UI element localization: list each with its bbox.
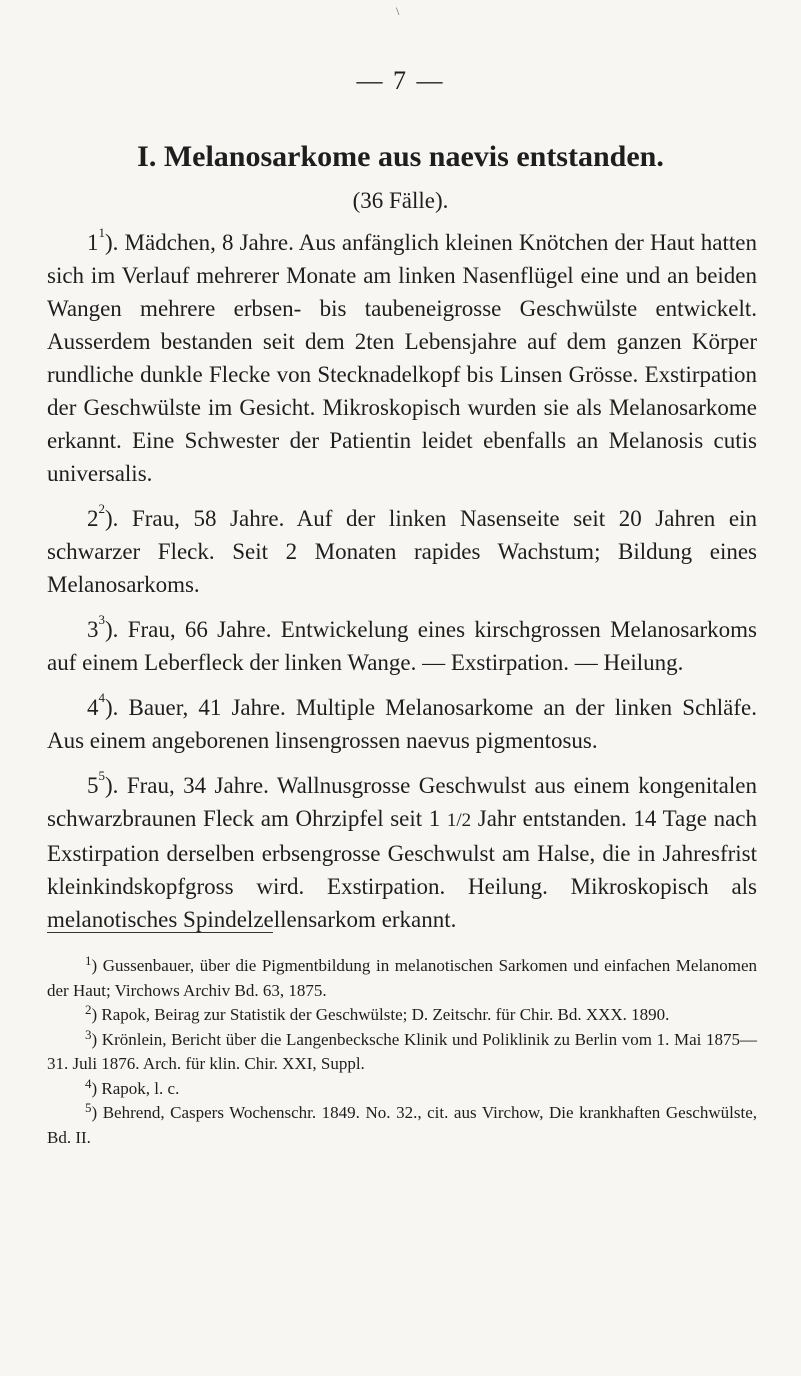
footnote-3 (47, 1028, 757, 1077)
footnote-ref: 5 (98, 768, 105, 783)
case-text: ). Mädchen, 8 Jahre. Aus anfänglich kleinen Knötchen der Haut hatten sich im Verlauf mehrerer Monate am linken Nasenflügel eine und an beiden Wangen mehrere erbsen- bis taubeneigrosse Geschwülste entwickelt. Ausserdem bestanden seit dem 2ten Lebensjahre auf dem ganzen Körper rundliche dunkle Flecke von Stecknadelkopf bis Linsen Grösse. Exstirpation der Geschwülste im Gesicht. Mikroskopisch wurden sie als Melanosarkome erkannt. Eine Schwester der Patientin leidet ebenfalls an Melanosis cutis universalis. (47, 230, 757, 486)
scan-mark: \ (396, 4, 400, 18)
footnote-4 (47, 1077, 757, 1102)
case-text: ). Frau, 58 Jahre. Auf der linken Nasenseite seit 20 Jahren ein schwarzer Fleck. Seit 2 Monaten rapides Wachstum; Bildung eines Melanosarkoms. (47, 506, 757, 597)
case-paragraph-4 (47, 691, 757, 757)
section-subheading: (36 Fälle). (352, 188, 449, 213)
case-number: 5 (87, 773, 99, 798)
footnote-2 (47, 1003, 757, 1028)
footnote-ref: 1 (98, 225, 105, 240)
case-number: 1 (87, 230, 99, 255)
footnote-ref: 4 (98, 690, 105, 705)
case-text: ). Frau, 34 Jahre. Wallnusgrosse Geschwulst aus einem kongenitalen schwarzbraunen Fleck am Ohrzipfel seit 1 (47, 773, 757, 831)
footnote-mark: 1 (85, 953, 92, 968)
case-text: ). Frau, 66 Jahre. Entwickelung eines kirschgrossen Melanosarkoms auf einem Leberfleck der linken Wange. — Exstirpation. — Heilung. (47, 617, 757, 675)
footnote-1 (47, 954, 757, 1003)
footnote-text: ) Gussenbauer, über die Pigmentbildung in melanotischen Sarkomen und einfachen Melanomen der Haut; Virchows Archiv Bd. 63, 1875. (47, 956, 757, 1000)
footnote-mark: 4 (85, 1075, 92, 1091)
case-list (47, 226, 757, 948)
footnote-text: ) Krönlein, Bericht über die Langenbecksche Klinik und Poliklinik zu Berlin vom 1. Mai 1875—31. Juli 1876. Arch. für klin. Chir. XXI, Suppl. (47, 1029, 757, 1073)
footnote-mark: 5 (85, 1100, 92, 1115)
case-number: 3 (87, 617, 99, 642)
footnote-text: ) Rapok, l. c. (91, 1078, 180, 1098)
case-number: 4 (87, 695, 99, 720)
case-paragraph-5 (47, 769, 757, 936)
case-text: ). Bauer, 41 Jahre. Multiple Melanosarkome an der linken Schläfe. Aus einem angeborenen linsengrossen naevus pigmentosus. (47, 695, 757, 753)
footnote-mark: 2 (85, 1002, 92, 1017)
footnote-ref: 3 (98, 612, 105, 627)
page-number: — 7 — (356, 66, 445, 95)
case-paragraph-3 (47, 613, 757, 679)
footnote-text: ) Behrend, Caspers Wochenschr. 1849. No. 32., cit. aus Virchow, Die krankhaften Geschwülste, Bd. II. (47, 1103, 757, 1147)
fraction: 1/2 (446, 810, 472, 831)
footnote-divider (47, 932, 273, 933)
case-paragraph-1 (47, 226, 757, 490)
footnote-mark: 3 (85, 1026, 92, 1042)
footnotes (47, 954, 757, 1150)
footnote-ref: 2 (98, 501, 105, 516)
case-number: 2 (87, 506, 99, 531)
section-heading: I. Melanosarkome aus naevis entstanden. (137, 140, 664, 173)
footnote-text: ) Rapok, Beirag zur Statistik der Geschwülste; D. Zeitschr. für Chir. Bd. XXX. 1890. (91, 1005, 670, 1024)
footnote-5 (47, 1101, 757, 1150)
case-text: Jahr entstanden. 14 Tage nach Exstirpation derselben erbsengrosse Geschwulst am Halse, die in Jahresfrist kleinkindskopfgross wird. Exstirpation. Heilung. Mikroskopisch als melanotisches Spindelzellensarkom erkannt. (47, 806, 757, 932)
case-paragraph-2 (47, 502, 757, 601)
